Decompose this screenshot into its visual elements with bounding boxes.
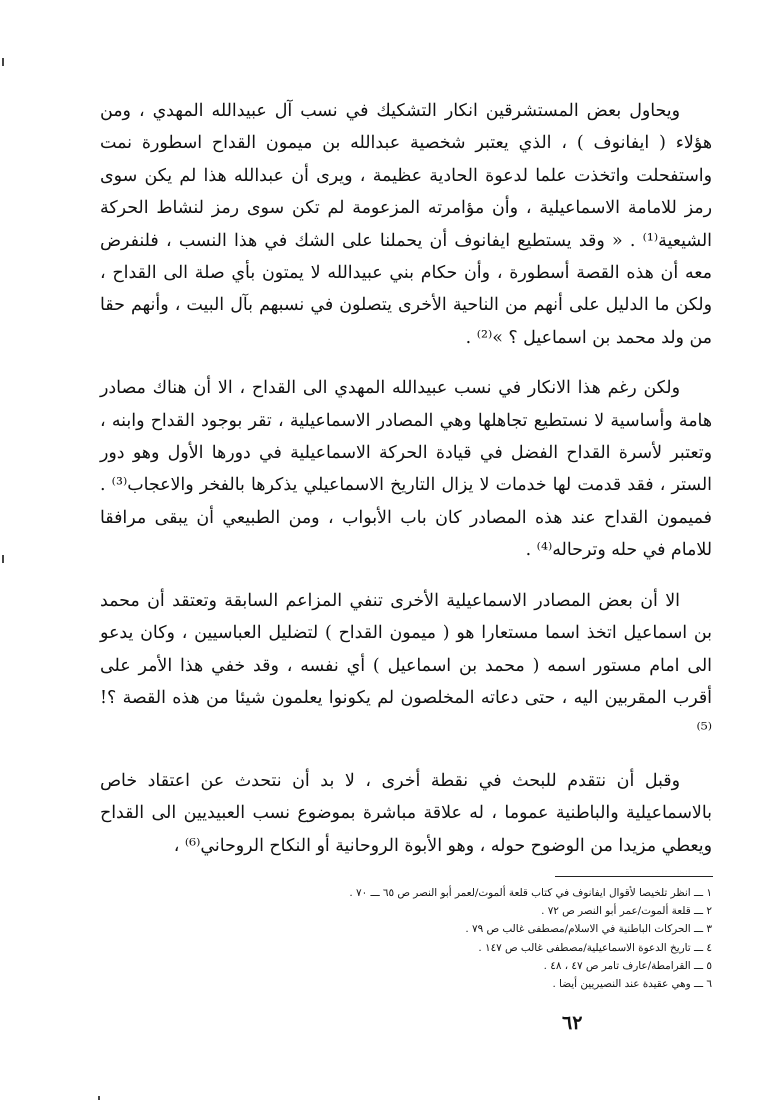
paragraph-1 xyxy=(100,95,712,354)
paragraph-text: ويحاول بعض المستشرقين انكار التشكيك في نسب آل عبيدالله المهدي ، ومن هؤلاء ( ايفانوف ) ، الذي يعتبر شخصية عبدالله بن ميمون القداح اسطورة نمت واستفحلت واتخذت علما لدعوة الحادية عظيمة ، ويرى أن عبدالله هذا لم يكن سوى رمز للامامة الاسماعيلية ، وأن مؤامرته المزعومة لم تكن سوى رمز لنشاط الحركة الشيعية⁽¹⁾ . « وقد يستطيع ايفانوف أن يحملنا على الشك في هذا النسب ، فلنفرض معه أن هذه القصة أسطورة ، وأن حكام بني عبيدالله لا يمتون بأي صلة الى القداح ، ولكن ما الدليل على أنهم من الناحية الأخرى يتصلون في نسبهم بآل البيت ، وأنهم حقا من ولد محمد بن اسماعيل ؟ »⁽²⁾ . xyxy=(100,101,712,348)
footnotes xyxy=(200,884,712,993)
main-text xyxy=(100,95,712,880)
footnote-4: ٤ ـــ تاريخ الدعوة الاسماعيلية/مصطفى غالب ص ١٤٧ . xyxy=(478,941,712,954)
paragraph-4 xyxy=(100,765,712,862)
paragraph-text: الا أن بعض المصادر الاسماعيلية الأخرى تنفي المزاعم السابقة وتعتقد أن محمد بن اسماعيل اتخذ اسما مستعارا هو ( ميمون القداح ) لتضليل العباسيين ، وكان يدعو الى امام مستور اسمه ( محمد بن اسماعيل ) أي نفسه ، وقد خفي هذا الأمر على أقرب المقربين اليه ، حتى دعاته المخلصون لم يكونوا يعلمون شيئا من هذه القصة ؟!⁽⁵⁾ xyxy=(100,590,712,741)
footnote-3: ٣ ـــ الحركات الباطنية في الاسلام/مصطفى غالب ص ٧٩ . xyxy=(465,923,712,936)
footnote-5: ٥ ـــ القرامطة/عارف تامر ص ٤٧ ، ٤٨ . xyxy=(543,959,712,972)
margin-mark xyxy=(98,1096,100,1100)
margin-mark xyxy=(2,555,4,563)
footnote-2: ٢ ـــ قلعة ألموت/عمر أبو النصر ص ٧٢ . xyxy=(541,905,712,918)
paragraph-text: وقبل أن نتقدم للبحث في نقطة أخرى ، لا بد أن نتحدث عن اعتقاد خاص بالاسماعيلية والباطنية عموما ، له علاقة مباشرة بموضوع نسب العبيديين الى القداح ويعطي مزيدا من الوضوح حوله ، وهو الأبوة الروحانية أو النكاح الروحاني⁽⁶⁾ ، xyxy=(100,770,712,856)
margin-mark xyxy=(2,58,4,66)
paragraph-2 xyxy=(100,372,712,566)
page-number: ٦٢ xyxy=(562,1012,583,1034)
paragraph-3 xyxy=(100,585,712,747)
footnote-divider xyxy=(555,876,713,877)
paragraph-text: ولكن رغم هذا الانكار في نسب عبيدالله المهدي الى القداح ، الا أن هناك مصادر هامة وأساسية لا نستطيع تجاهلها وهي المصادر الاسماعيلية ، تقر بوجود القداح وابنه ، وتعتبر لأسرة القداح الفضل في قيادة الحركة الاسماعيلية في دورها الأول وهو دور الستر ، فقد قدمت لها خدمات لا يزال التاريخ الاسماعيلي يذكرها بالفخر والاعجاب⁽³⁾ . فميمون القداح عند هذه المصادر كان باب الأبواب ، ومن الطبيعي أن يبقى مرافقا للامام في حله وترحاله⁽⁴⁾ . xyxy=(100,378,712,561)
footnote-6: ٦ ـــ وهي عقيدة عند النصيريين أيضا . xyxy=(552,978,712,991)
footnote-1: ١ ـــ انظر تلخيصا لأقوال ايفانوف في كتاب قلعة ألموت/لعمر أبو النصر ص ٦٥ ـــ ٧٠ . xyxy=(349,887,712,899)
